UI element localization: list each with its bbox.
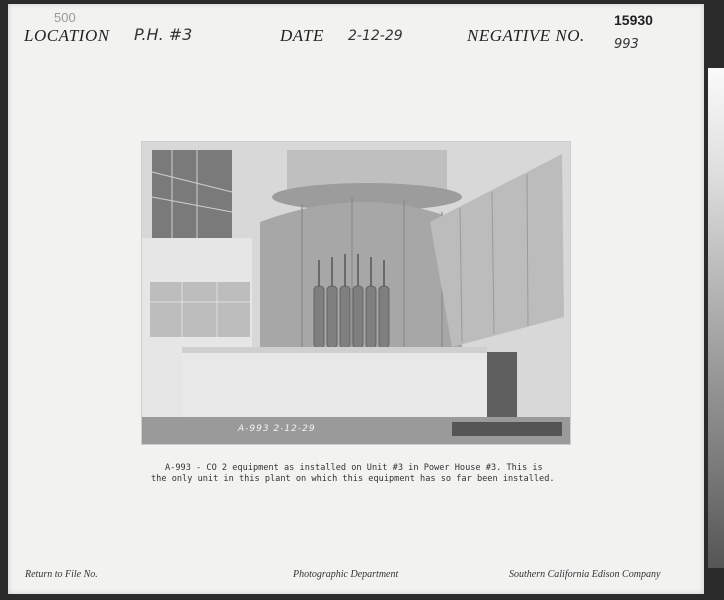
equipment-photograph — [141, 141, 571, 445]
pencil-note: 500 — [54, 10, 76, 25]
negative-number: 15930 — [614, 12, 653, 28]
footer-department: Photographic Department — [293, 569, 399, 580]
date-value: 2-12-29 — [348, 28, 403, 44]
base-platform — [182, 347, 487, 419]
negative-handwritten: 993 — [614, 37, 639, 52]
photo-caption: A-993 - CO 2 equipment as installed on Unit #3 in Power House #3. This is the only unit in this plant on which this equipment has so far been installed. — [151, 463, 555, 484]
photo-inscription: A-993 2-12-29 — [238, 424, 316, 434]
footer-company: Southern California Edison Company — [509, 569, 661, 580]
location-value: P.H. #3 — [134, 25, 193, 44]
gray-scale-strip — [708, 68, 724, 568]
upper-window — [152, 150, 232, 238]
footer-return-to-file: Return to File No. — [25, 569, 98, 580]
date-label: DATE — [280, 26, 324, 45]
photo-illustration — [142, 142, 570, 444]
location-label: LOCATION — [24, 26, 110, 45]
archive-photo-card — [8, 4, 704, 594]
negative-label: NEGATIVE NO. — [467, 26, 585, 45]
